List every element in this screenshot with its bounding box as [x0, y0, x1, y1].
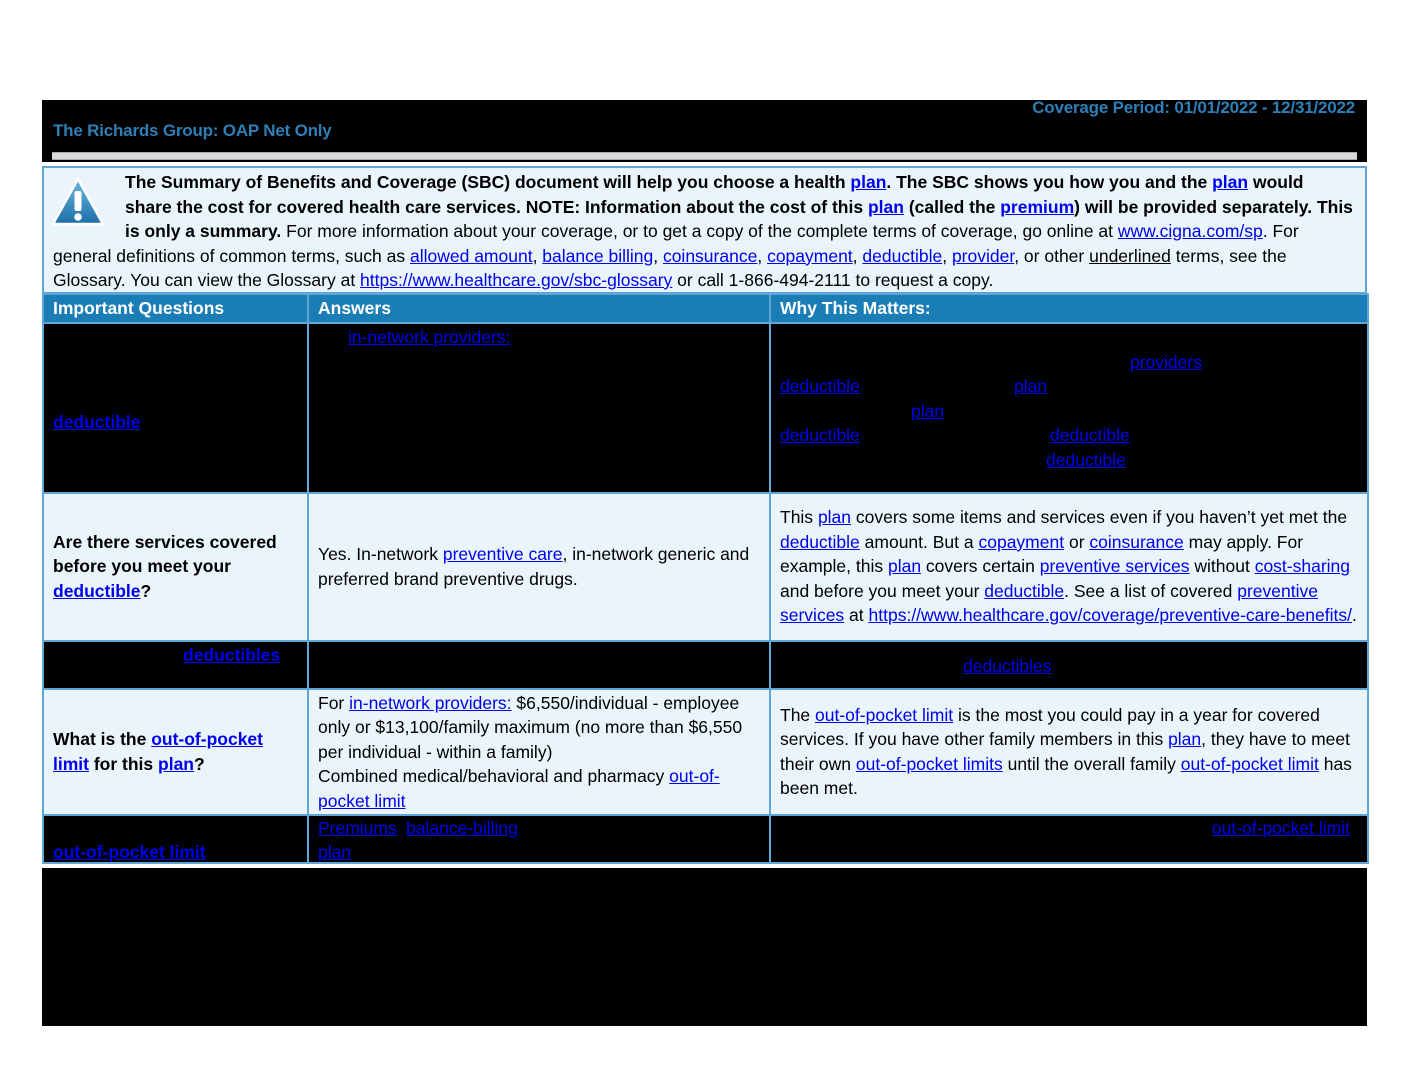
header-divider: [52, 152, 1357, 160]
questions-table: [42, 293, 1369, 864]
col-header-answers: Answers: [308, 294, 770, 323]
plan-link[interactable]: plan: [911, 400, 945, 421]
deductible-link[interactable]: deductible: [1046, 449, 1126, 470]
why-cell: [770, 323, 1368, 493]
premiums-link[interactable]: Premiums: [318, 818, 397, 838]
preventive-care-benefits-url-link[interactable]: https://www.healthcare.gov/coverage/preventive-care-benefits/: [868, 605, 1352, 626]
answer-cell: Yes. In-network preventive care, in-network generic and preferred brand preventive drugs.: [308, 493, 770, 641]
col-header-why: Why This Matters:: [770, 294, 1368, 323]
answer-cell: [308, 323, 770, 493]
out-of-pocket-limits-link[interactable]: out-of-pocket limits: [855, 753, 1003, 774]
out-of-pocket-limit-link[interactable]: out-of-pocket limit: [1211, 818, 1350, 838]
plan-link[interactable]: plan: [850, 172, 887, 192]
cost-sharing-link[interactable]: cost-sharing: [1254, 556, 1351, 577]
col-header-questions: Important Questions: [43, 294, 308, 323]
redacted-footer-block: [42, 868, 1367, 1026]
in-network-providers-link[interactable]: in-network providers:: [349, 692, 512, 713]
table-row: [43, 641, 1368, 689]
question-cell: Are there services covered before you meet your deductible?: [43, 493, 308, 641]
why-cell: The out-of-pocket limit is the most you could pay in a year for covered services. If you have other family members in this plan, they have to meet their own out-of-pocket limits until the overall family out-of-pocket limit has been met.: [770, 689, 1368, 816]
deductible-link[interactable]: deductible: [1050, 424, 1130, 445]
deductible-link[interactable]: deductible: [780, 531, 860, 552]
out-of-pocket-limit-link[interactable]: out-of-pocket limit: [53, 729, 263, 774]
plan-link[interactable]: plan: [1212, 172, 1249, 192]
table-row: [43, 323, 1368, 493]
sbc-intro-text: The Summary of Benefits and Coverage (SBC) document will help you choose a health plan. The SBC shows you how you and the plan would share the cost for covered health care services. NOTE: Information about the cost of this plan (called the premium) will be provided separately. This is only a summary. For more information about your coverage, or to get a copy of the complete terms of coverage, go online at www.cigna.com/sp. For general definitions of common terms, such as allowed amount, balance billing, coinsurance, copayment, deductible, provider, or other underlined terms, see the Glossary. You can view the Glossary at https://www.healthcare.gov/sbc-glossary or call 1-866-494-2111 to request a copy.: [53, 172, 1353, 290]
why-cell: [770, 815, 1368, 863]
deductible-link[interactable]: deductible: [53, 411, 141, 432]
question-cell: [43, 815, 308, 863]
answer-cell: [308, 641, 770, 689]
plan-link[interactable]: plan: [887, 556, 922, 577]
plan-link[interactable]: plan: [158, 753, 194, 774]
deductibles-link[interactable]: deductibles: [183, 644, 281, 665]
table-row: [43, 689, 1368, 816]
why-cell: This plan covers some items and services even if you haven’t yet met the deductible amount. But a copayment or coinsurance may apply. For example, this plan covers certain preventive services without cost-sharing and before you meet your deductible. See a list of covered preventive services at https://www.healthcare.gov/coverage/preventive-care-benefits/.: [770, 493, 1368, 641]
services-link[interactable]: services: [780, 605, 845, 626]
preventive-link[interactable]: preventive: [1237, 580, 1318, 601]
table-header-row: [43, 294, 1368, 323]
out-of-pocket-limit-link[interactable]: out-of-pocket limit: [1180, 753, 1319, 774]
question-cell: What is the out-of-pocket limit for this plan?: [43, 689, 308, 816]
page-header: [42, 100, 1367, 162]
question-cell: [43, 323, 308, 493]
allowed-amount-link[interactable]: allowed amount: [409, 245, 533, 266]
deductible-link[interactable]: deductible: [780, 375, 860, 396]
deductibles-link[interactable]: deductibles: [963, 655, 1052, 676]
preventive-care-link[interactable]: preventive care: [442, 544, 563, 564]
plan-link[interactable]: plan: [1168, 729, 1202, 750]
plan-link[interactable]: plan: [318, 842, 352, 862]
glossary-url-link[interactable]: https://www.healthcare.gov/sbc-glossary: [360, 270, 673, 290]
question-cell: [43, 641, 308, 689]
sbc-intro-box: [42, 166, 1367, 294]
deductible-link[interactable]: deductible: [53, 580, 141, 601]
deductible-link[interactable]: deductible: [984, 580, 1065, 601]
deductible-link[interactable]: deductible: [862, 245, 943, 266]
in-network-providers-link[interactable]: in-network providers:: [348, 326, 511, 347]
coinsurance-link[interactable]: coinsurance: [662, 245, 758, 266]
why-cell: [770, 641, 1368, 689]
plan-title: The Richards Group: OAP Net Only: [53, 121, 332, 140]
balance-billing-link[interactable]: balance-billing: [406, 818, 518, 838]
cigna-url-link[interactable]: www.cigna.com/sp: [1117, 221, 1263, 241]
coinsurance-link[interactable]: coinsurance: [1089, 531, 1184, 552]
out-of-pocket-limit-link[interactable]: out-of-pocket limit: [815, 704, 954, 725]
providers-link[interactable]: providers: [1130, 351, 1202, 372]
preventive-services-link[interactable]: preventive services: [1039, 556, 1190, 577]
plan-link[interactable]: plan: [817, 507, 852, 528]
copayment-link[interactable]: copayment: [767, 245, 853, 266]
provider-link[interactable]: provider: [951, 245, 1015, 266]
answer-cell: [308, 815, 770, 863]
coverage-period: Coverage Period: 01/01/2022 - 12/31/2022: [1032, 98, 1355, 117]
plan-link[interactable]: plan: [1014, 375, 1048, 396]
out-of-pocket-limit-link[interactable]: out-of-pocket limit: [318, 766, 720, 811]
plan-link[interactable]: plan: [867, 196, 904, 217]
table-row: [43, 815, 1368, 863]
premium-link[interactable]: premium: [1000, 196, 1075, 217]
out-of-pocket-limit-link[interactable]: out-of-pocket limit: [53, 842, 206, 862]
table-row: [43, 493, 1368, 641]
balance-billing-link[interactable]: balance billing: [542, 245, 654, 266]
answer-cell: For in-network providers: $6,550/individual - employee only or $13,100/family maximum (no more than $6,550 per individual - within a family) Combined medical/behavioral and pharmacy out-of-pocket limit: [308, 689, 770, 816]
deductible-link[interactable]: deductible: [780, 424, 860, 445]
copayment-link[interactable]: copayment: [978, 531, 1065, 552]
underlined-text: underlined: [1089, 245, 1171, 266]
